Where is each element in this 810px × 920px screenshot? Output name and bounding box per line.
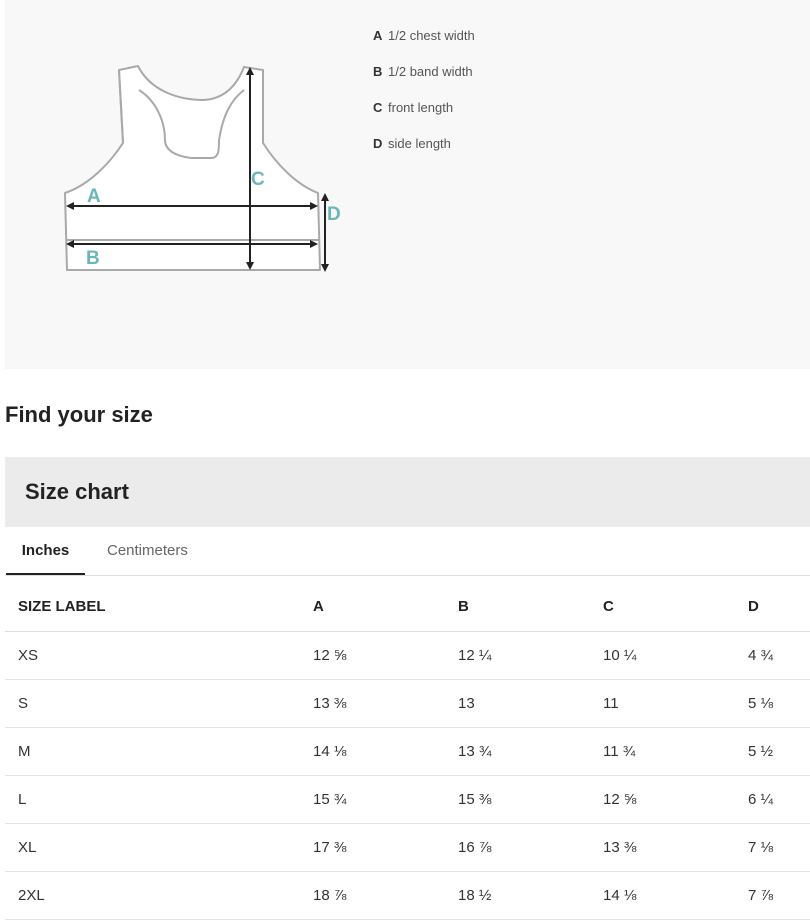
tab-centimeters[interactable]: Centimeters — [107, 542, 188, 559]
table-row — [5, 680, 810, 728]
legend-item-d — [373, 136, 475, 172]
legend-item-a — [373, 28, 475, 64]
legend-key: D — [373, 136, 383, 151]
table-cell: 6 ¼ — [748, 776, 810, 824]
table-cell: 5 ⅛ — [748, 680, 810, 728]
table-row — [5, 824, 810, 872]
size-label-cell: M — [5, 728, 313, 776]
legend-text: 1/2 chest width — [388, 28, 475, 43]
column-header-size-label: SIZE LABEL — [5, 581, 313, 632]
table-cell: 13 — [458, 680, 603, 728]
table-cell: 4 ¾ — [748, 632, 810, 680]
table-cell: 18 ⅞ — [313, 872, 458, 920]
size-label-cell: XL — [5, 824, 313, 872]
table-cell: 5 ½ — [748, 728, 810, 776]
legend-text: front length — [388, 100, 454, 115]
table-cell: 12 ¼ — [458, 632, 603, 680]
table-cell: 17 ⅜ — [313, 824, 458, 872]
table-row — [5, 776, 810, 824]
diagram-label-b: B — [86, 248, 100, 269]
diagram-label-c: C — [251, 169, 265, 190]
table-cell: 13 ⅜ — [603, 824, 748, 872]
table-cell: 15 ⅜ — [458, 776, 603, 824]
table-cell: 14 ⅛ — [603, 872, 748, 920]
size-chart-header — [5, 457, 810, 527]
legend-key: C — [373, 100, 383, 115]
column-header-d: D — [748, 581, 810, 632]
legend-item-c — [373, 100, 475, 136]
size-label-cell: L — [5, 776, 313, 824]
find-your-size-heading: Find your size — [5, 402, 153, 427]
table-cell: 14 ⅛ — [313, 728, 458, 776]
size-table — [5, 581, 810, 920]
table-row — [5, 632, 810, 680]
size-label-cell: 2XL — [5, 872, 313, 920]
table-row — [5, 872, 810, 920]
unit-tabs — [5, 527, 810, 576]
size-chart-title: Size chart — [25, 479, 129, 504]
table-cell: 11 ¾ — [603, 728, 748, 776]
table-cell: 16 ⅞ — [458, 824, 603, 872]
table-header-row — [5, 581, 810, 632]
table-cell: 12 ⅝ — [603, 776, 748, 824]
diagram-label-d: D — [327, 204, 341, 225]
legend-key: B — [373, 64, 383, 79]
size-label-cell: XS — [5, 632, 313, 680]
tab-inches[interactable]: Inches — [6, 527, 85, 575]
legend-text: 1/2 band width — [388, 64, 473, 79]
table-cell: 13 ¾ — [458, 728, 603, 776]
table-cell: 7 ⅛ — [748, 824, 810, 872]
table-cell: 15 ¾ — [313, 776, 458, 824]
table-cell: 12 ⅝ — [313, 632, 458, 680]
measurement-legend — [373, 28, 475, 172]
column-header-b: B — [458, 581, 603, 632]
column-header-a: A — [313, 581, 458, 632]
legend-item-b — [373, 64, 475, 100]
sports-bra-diagram — [5, 0, 365, 369]
table-cell: 13 ⅜ — [313, 680, 458, 728]
column-header-c: C — [603, 581, 748, 632]
measurement-diagram-panel — [5, 0, 810, 369]
legend-key: A — [373, 28, 383, 43]
table-cell: 11 — [603, 680, 748, 728]
table-cell: 7 ⅞ — [748, 872, 810, 920]
size-label-cell: S — [5, 680, 313, 728]
table-row — [5, 728, 810, 776]
diagram-label-a: A — [87, 186, 101, 207]
table-cell: 18 ½ — [458, 872, 603, 920]
legend-text: side length — [388, 136, 451, 151]
table-cell: 10 ¼ — [603, 632, 748, 680]
